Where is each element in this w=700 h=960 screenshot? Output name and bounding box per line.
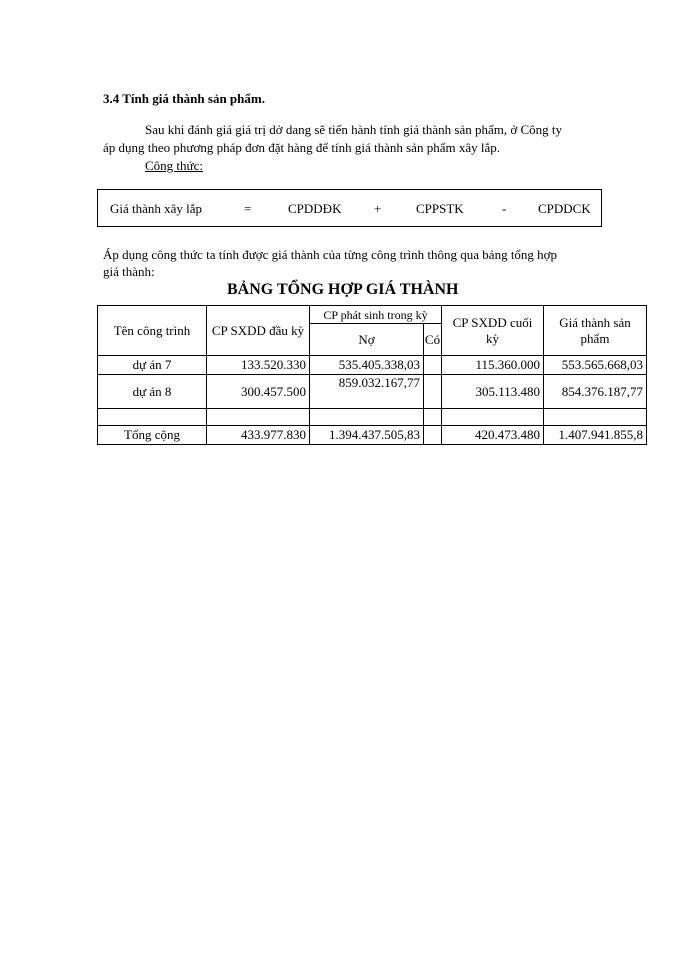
cell-opening: 133.520.330 — [207, 356, 310, 375]
formula-plus: + — [374, 201, 382, 216]
header-debit: Nợ — [310, 324, 424, 356]
cell-empty — [424, 409, 442, 426]
cell-cost: 553.565.668,03 — [544, 356, 647, 375]
cell-debit: 535.405.338,03 — [310, 356, 424, 375]
cell-cost: 854.376.187,77 — [544, 375, 647, 409]
formula-box — [97, 189, 602, 227]
section-heading: 3.4 Tính giá thành sản phẩm. — [103, 91, 265, 106]
formula-term-arising: CPPSTK — [416, 201, 464, 216]
cell-credit — [424, 375, 442, 409]
cell-name: dự án 8 — [98, 375, 207, 409]
cell-total-opening: 433.977.830 — [207, 426, 310, 445]
header-arising-costs: CP phát sinh trong kỳ — [310, 306, 442, 324]
paragraph-line-1: Sau khi đánh giá giá trị dở dang sẽ tiến hành tính giá thành sản phẩm, ở Công ty — [145, 122, 563, 137]
cell-name: dự án 7 — [98, 356, 207, 375]
formula-equals: = — [244, 201, 252, 216]
cell-total-name: Tổng cộng — [98, 426, 207, 445]
table-row — [98, 375, 647, 409]
table-row-total — [98, 426, 647, 445]
cell-credit — [424, 356, 442, 375]
header-opening-wip: CP SXDD đầu kỳ — [207, 306, 310, 356]
header-credit: Có — [424, 324, 442, 356]
formula-lhs: Giá thành xây lắp — [110, 201, 203, 216]
table-row-empty — [98, 409, 647, 426]
table-row — [98, 356, 647, 375]
application-line-2: giá thành: — [103, 264, 155, 279]
cell-debit: 859.032.167,77 — [310, 375, 424, 409]
cell-total-cost: 1.407.941.855,8 — [544, 426, 647, 445]
cell-total-credit — [424, 426, 442, 445]
cell-opening: 300.457.500 — [207, 375, 310, 409]
cell-empty — [544, 409, 647, 426]
cell-empty — [98, 409, 207, 426]
summary-table — [97, 305, 647, 445]
cell-empty — [207, 409, 310, 426]
cell-closing: 115.360.000 — [442, 356, 544, 375]
header-project-name: Tên công trình — [98, 306, 207, 356]
cell-empty — [310, 409, 424, 426]
table-title: BẢNG TỔNG HỢP GIÁ THÀNH — [227, 281, 459, 298]
formula-term-opening: CPDDĐK — [288, 201, 342, 216]
paragraph-line-2: áp dụng theo phương pháp đơn đặt hàng để tính giá thành sản phẩm xây lắp. — [103, 140, 500, 155]
formula-minus: - — [502, 201, 507, 216]
application-line-1: Áp dụng công thức ta tính được giá thành của từng công trình thông qua bảng tổng hợp — [103, 247, 558, 262]
formula-label: Công thức: — [145, 158, 203, 173]
header-product-cost: Giá thành sản phẩm — [544, 306, 647, 356]
header-closing-wip: CP SXDD cuối kỳ — [442, 306, 544, 356]
formula-term-closing: CPDDCK — [538, 201, 591, 216]
cell-empty — [442, 409, 544, 426]
cell-total-debit: 1.394.437.505,83 — [310, 426, 424, 445]
cell-closing: 305.113.480 — [442, 375, 544, 409]
cell-total-closing: 420.473.480 — [442, 426, 544, 445]
